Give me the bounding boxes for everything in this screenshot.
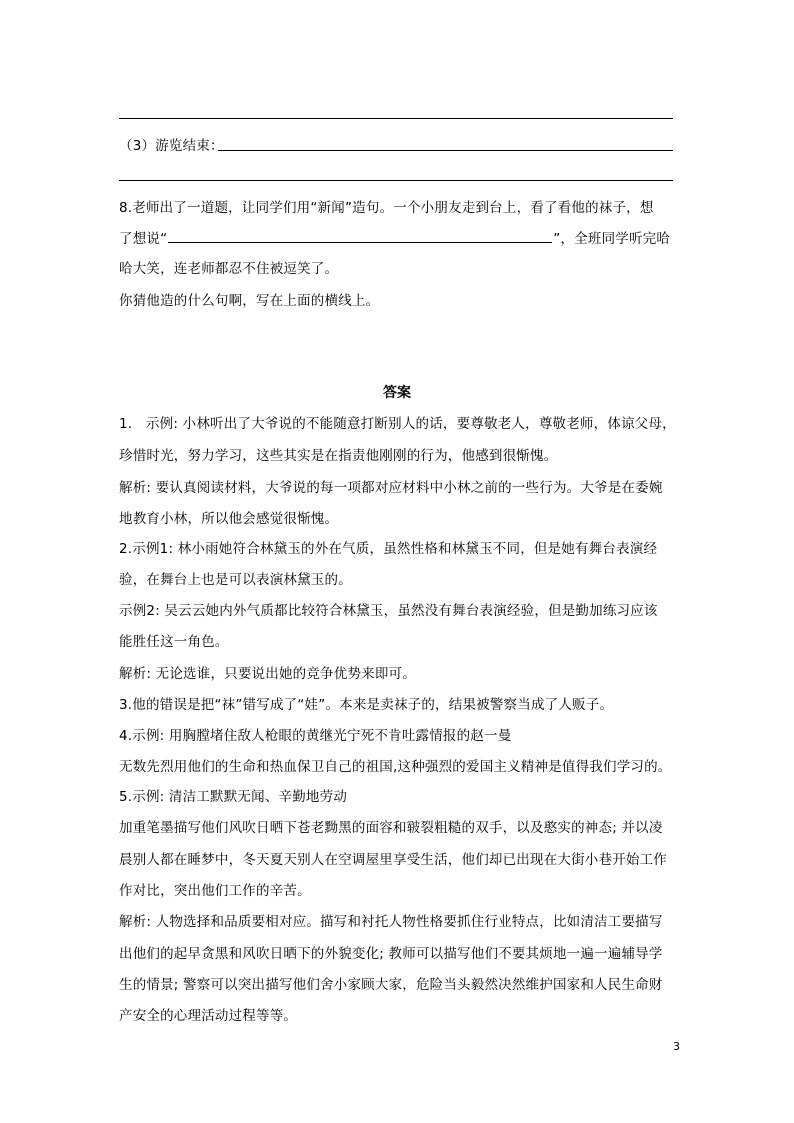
page-number: 3 — [673, 1040, 680, 1053]
answer-line-text: 作对比，突出他们工作的辛苦。 — [119, 883, 311, 899]
q7-item3-label — [119, 136, 224, 156]
q8-line-2-suffix: ”，全班同学听完哈 — [553, 231, 671, 247]
answer-line-text: 4.示例: 用胸膛堵住敌人枪眼的黄继光宁死不肯吐露情报的赵一曼 — [119, 728, 512, 744]
answer-line-text: 3.他的错误是把“袜”错写成了“娃”。本来是卖袜子的，结果被警察当成了人贩子。 — [119, 697, 614, 713]
answer-line-text: 解析: 要认真阅读材料，大爷说的每一项都对应材料中小林之前的一些行为。大爷是在委婉 — [119, 480, 663, 496]
answer-line-text: 珍惜时光，努力学习，这些其实是在指责他刚刚的行为，他感到很惭愧。 — [119, 448, 558, 464]
q8-line-4: 你猜他造的什么句啊，写在上面的横线上。 — [119, 293, 380, 309]
answer-line — [119, 118, 673, 119]
q8-line-1: 8.老师出了一道题，让同学们用“新闻”造句。一个小朋友走到台上，看了看他的袜子，想 — [119, 200, 654, 216]
answer-line-text: 5.示例: 清洁工默默无闻、辛勤地劳动 — [119, 789, 348, 805]
fill-in-blank — [168, 228, 552, 243]
answer-line-text: 出他们的起早贪黑和风吹日晒下的外貌变化; 教师可以描写他们不要其烦地一遍一遍辅导学 — [119, 946, 663, 962]
answer-line-text: 解析: 人物选择和品质要相对应。描写和衬托人物性格要抓住行业特点，比如清洁工要描写 — [119, 914, 663, 930]
answers-heading: 答案 — [383, 385, 411, 401]
answer-line-text: 示例2: 吴云云她内外气质都比较符合林黛玉，虽然没有舞台表演经验，但是勤加练习应该 — [119, 603, 658, 619]
answer-line-text: 1. 示例: 小林听出了大爷说的不能随意打断别人的话，要尊敬老人，尊敬老师，体谅父母， — [119, 416, 676, 432]
answer-line-text: 无数先烈用他们的生命和热血保卫自己的祖国,这种强烈的爱国主义精神是值得我们学习的。 — [119, 759, 672, 775]
answer-line-text: 2.示例1: 林小雨她符合林黛玉的外在气质，虽然性格和林黛玉不同，但是她有舞台表演经 — [119, 541, 658, 557]
answer-line-text: 验，在舞台上也是可以表演林黛玉的。 — [119, 572, 352, 588]
answer-line-text: 解析: 无论选谁，只要说出她的竞争优势来即可。 — [119, 666, 416, 682]
q7-item3-text: （3）游览结束： — [119, 138, 224, 154]
answer-line-text: 加重笔墨描写他们风吹日晒下苍老黝黑的面容和皲裂粗糙的双手，以及憨实的神态; 并以凌 — [119, 820, 663, 836]
q8-line-3: 哈大笑，连老师都忍不住被逗笑了。 — [119, 261, 339, 277]
q8-line-2 — [119, 228, 679, 249]
answer-line — [218, 150, 673, 151]
answer-line-text: 晨别人都在睡梦中，冬天夏天别人在空调屋里享受生活，他们却已出现在大街小巷开始工作 — [119, 852, 667, 868]
answer-line — [119, 180, 673, 181]
answer-line-text: 地教育小林，所以他会感觉很惭愧。 — [119, 511, 339, 527]
answer-line-text: 产安全的心理活动过程等等。 — [119, 1008, 298, 1024]
answer-line-text: 生的情景; 警察可以突出描写他们舍小家顾大家，危险当头毅然决然维护国家和人民生命财 — [119, 977, 663, 993]
q8-line-2-prefix: 了想说“ — [119, 231, 168, 247]
answer-line-text: 能胜任这一角色。 — [119, 634, 229, 650]
